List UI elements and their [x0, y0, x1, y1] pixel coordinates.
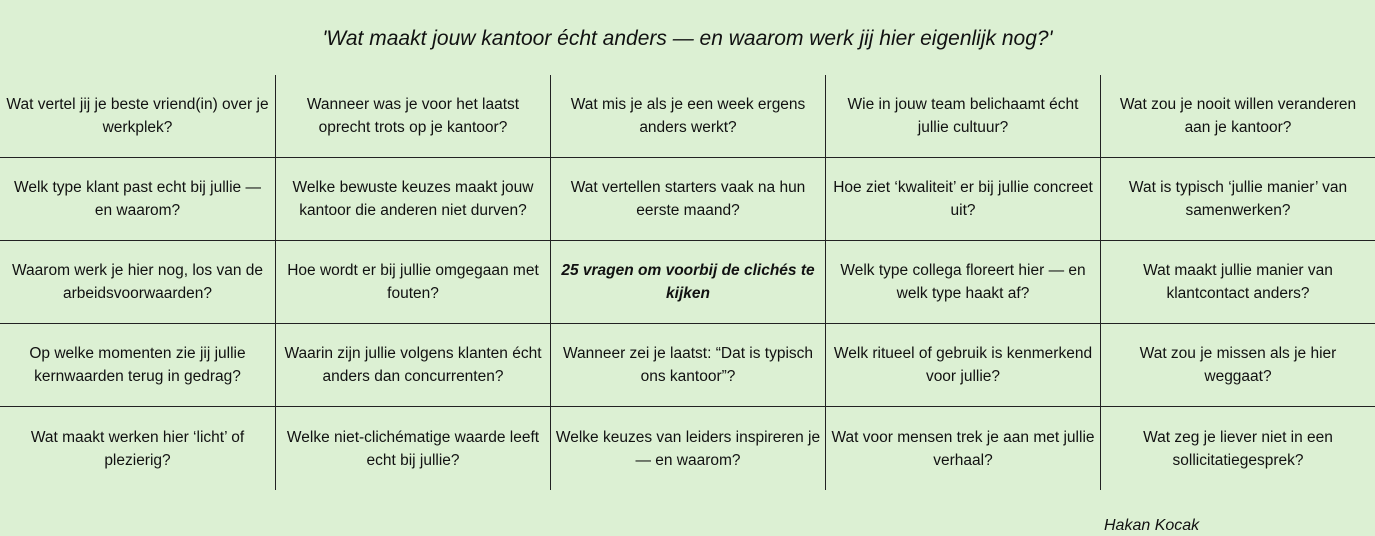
- question-cell: Welke keuzes van leiders inspireren je — en waarom?: [551, 407, 826, 490]
- question-cell: Wat vertel jij je beste vriend(in) over je werkplek?: [0, 75, 276, 158]
- question-cell: Welke niet-clichématige waarde leeft echt bij jullie?: [276, 407, 551, 490]
- question-cell: Welk type klant past echt bij jullie — en waarom?: [0, 158, 276, 241]
- center-card-title: 25 vragen om voorbij de clichés te kijken: [551, 241, 826, 324]
- question-cell: Hoe wordt er bij jullie omgegaan met fouten?: [276, 241, 551, 324]
- question-cell: Waarin zijn jullie volgens klanten écht anders dan concurrenten?: [276, 324, 551, 407]
- question-cell: Hoe ziet ‘kwaliteit’ er bij jullie concreet uit?: [826, 158, 1101, 241]
- question-cell: Waarom werk je hier nog, los van de arbeidsvoorwaarden?: [0, 241, 276, 324]
- question-cell: Wat mis je als je een week ergens anders werkt?: [551, 75, 826, 158]
- question-cell: Wanneer zei je laatst: “Dat is typisch ons kantoor”?: [551, 324, 826, 407]
- question-cell: Wat zeg je liever niet in een sollicitatiegesprek?: [1143, 428, 1333, 469]
- author-signature: Hakan Kocak: [1104, 517, 1200, 534]
- page-title: 'Wat maakt jouw kantoor écht anders — en waarom werk jij hier eigenlijk nog?': [322, 27, 1053, 50]
- question-grid: [0, 75, 1375, 490]
- question-cell: Wanneer was je voor het laatst oprecht trots op je kantoor?: [276, 75, 551, 158]
- question-cell: Wat zou je missen als je hier weggaat?: [1101, 324, 1375, 407]
- question-cell: Welk type collega floreert hier — en welk type haakt af?: [826, 241, 1101, 324]
- question-cell: Wat is typisch ‘jullie manier’ van samenwerken?: [1101, 158, 1375, 241]
- question-cell: Wat voor mensen trek je aan met jullie verhaal?: [826, 407, 1101, 490]
- question-cell: Wat maakt werken hier ‘licht’ of plezierig?: [0, 407, 276, 490]
- question-cell: Wat zou je nooit willen veranderen aan je kantoor?: [1101, 75, 1375, 158]
- question-cell: Op welke momenten zie jij jullie kernwaarden terug in gedrag?: [0, 324, 276, 407]
- question-cell: Wie in jouw team belichaamt écht jullie cultuur?: [826, 75, 1101, 158]
- question-cell: Wat vertellen starters vaak na hun eerste maand?: [551, 158, 826, 241]
- question-cell: Welke bewuste keuzes maakt jouw kantoor die anderen niet durven?: [276, 158, 551, 241]
- question-cell: Welk ritueel of gebruik is kenmerkend voor jullie?: [826, 324, 1101, 407]
- question-cell: Wat maakt jullie manier van klantcontact anders?: [1101, 241, 1375, 324]
